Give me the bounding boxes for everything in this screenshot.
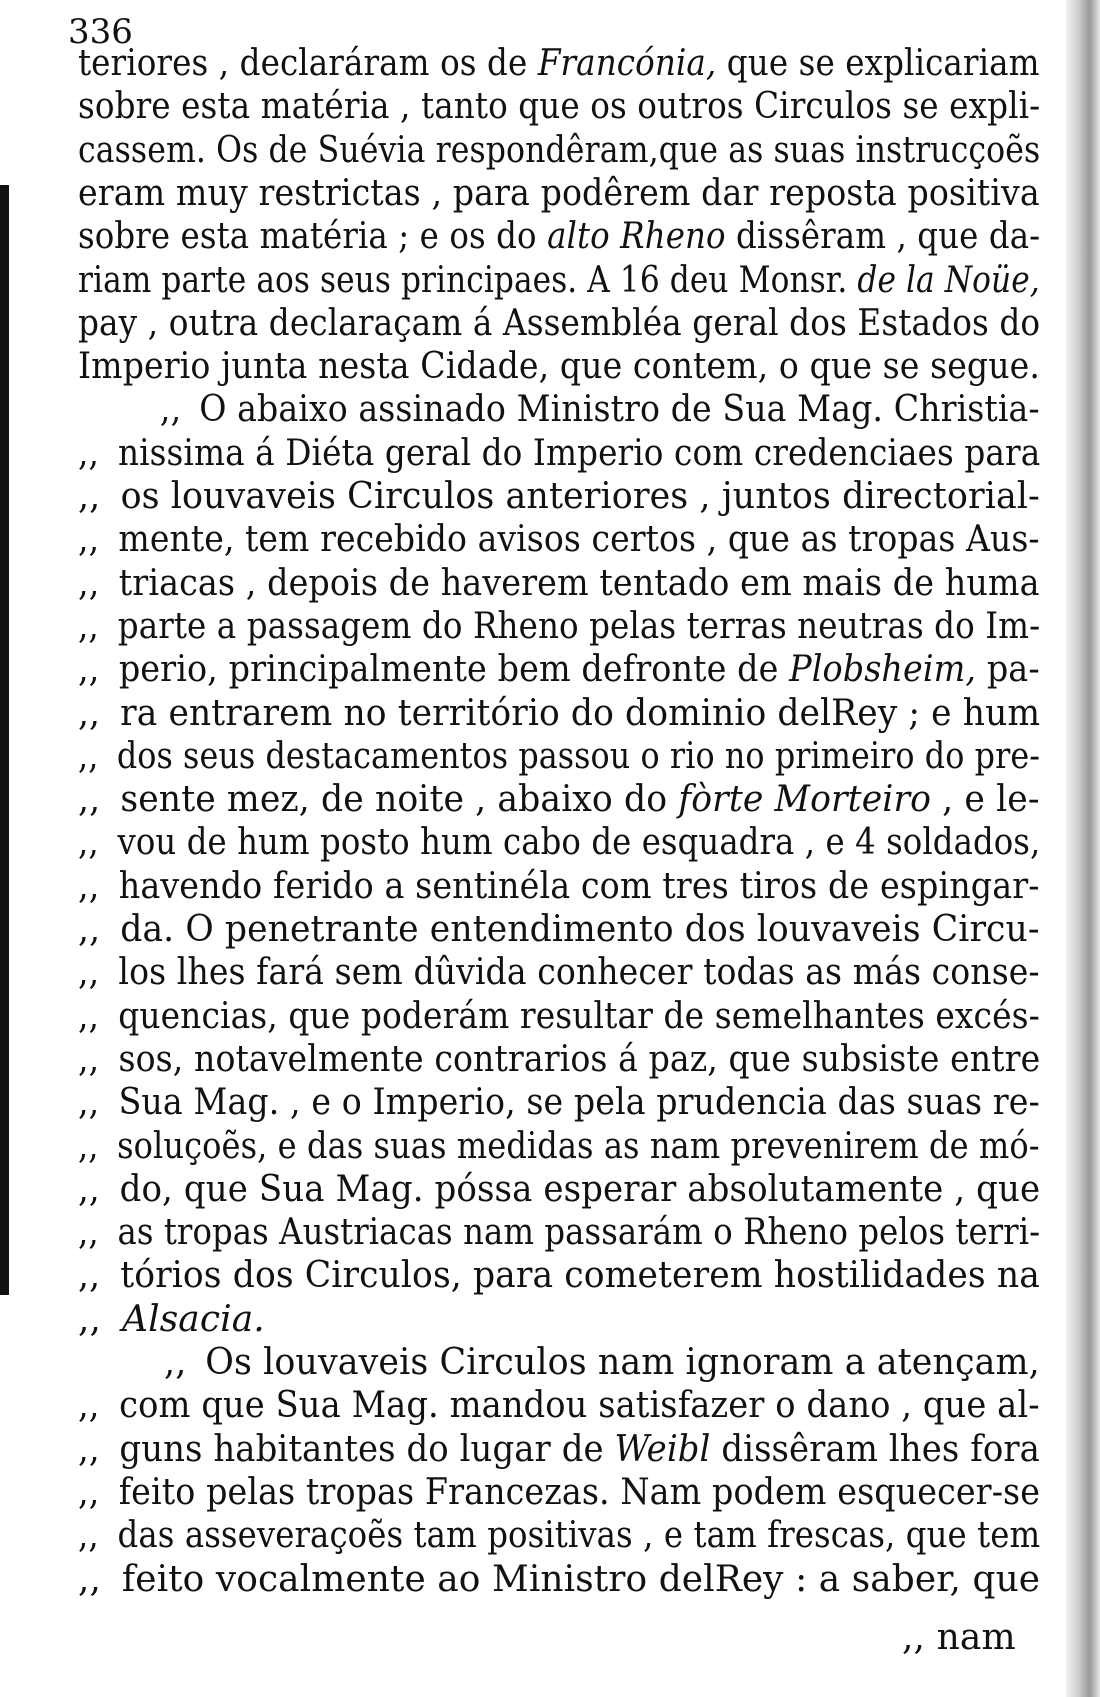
text-segment: feito pelas tropas Francezas. Nam podem esquecer-se <box>118 1471 1041 1513</box>
text-line <box>78 1471 1041 1513</box>
text-line <box>78 649 1040 691</box>
text-line <box>78 1255 1040 1297</box>
text-segment: , e le- <box>931 779 1040 821</box>
text-segment: nissima á Diéta geral do Imperio com credenciaes para <box>117 432 1041 474</box>
text-line <box>78 216 1041 258</box>
text-line <box>78 1038 1041 1080</box>
text-segment: triacas , depois de haverem tentado em mais de huma <box>118 562 1040 604</box>
text-line <box>78 43 1040 84</box>
quote-marker: ,, <box>78 1471 100 1513</box>
text-line <box>78 779 1040 821</box>
text-line <box>78 389 1040 431</box>
text-segment: sobre esta matéria ; e os do <box>78 216 548 258</box>
text-segment: sobre esta matéria , tanto que os outros Circulos se expli- <box>78 86 1041 128</box>
quote-marker: ,, <box>78 1082 100 1124</box>
italic-text: Francónia, <box>537 43 717 84</box>
text-segment: O abaixo assinado Ministro de Sua Mag. Christia- <box>188 389 1040 431</box>
quote-marker: ,, <box>78 1038 100 1080</box>
text-line <box>78 865 1040 907</box>
page-number: 336 <box>68 12 133 52</box>
text-segment: pay , outra declaraçam á Assembléa geral dos Estados do <box>78 302 1041 344</box>
text-segment: havendo ferido a sentinéla com tres tiros de espingar- <box>118 865 1040 907</box>
quote-marker: ,, <box>78 995 100 1037</box>
text-line <box>78 172 1040 214</box>
text-segment: da. O penetrante entendimento dos louvaveis Circu- <box>120 909 1040 950</box>
text-line <box>78 822 1041 864</box>
text-line <box>78 952 1040 994</box>
quote-marker: ,, <box>78 1255 101 1297</box>
italic-text: alto Rheno <box>547 216 726 258</box>
quote-marker: ,, <box>78 562 100 604</box>
text-line <box>78 129 1041 171</box>
text-segment: mente, tem recebido avisos certos , que as tropas Aus- <box>118 519 1040 561</box>
text-segment: das asseveraçoẽs tam positivas , e tam frescas, que tem <box>117 1515 1041 1557</box>
text-segment: parte a passagem do Rheno pelas terras neutras do Im- <box>117 605 1041 647</box>
quote-marker: ,, <box>78 1212 99 1254</box>
quote-marker: ,, <box>78 909 101 950</box>
quote-marker: ,, <box>78 1558 102 1600</box>
text-segment: Sua Mag. , e o Imperio, se pela prudencia das suas re- <box>118 1082 1040 1124</box>
text-line <box>78 1385 1040 1427</box>
text-segment: vou de hum posto hum cabo de esquadra , e 4 soldados, <box>117 822 1041 864</box>
quote-marker: ,, <box>78 735 99 777</box>
text-segment: sente mez, de noite , abaixo do <box>120 779 679 821</box>
quote-marker: ,, <box>78 432 99 474</box>
binding-edge <box>0 185 9 1295</box>
text-segment: que se explicariam <box>716 43 1040 84</box>
text-line <box>78 1342 1040 1383</box>
text-line <box>78 605 1041 647</box>
text-segment: feito vocalmente ao Ministro delRey : a saber, que <box>121 1558 1041 1600</box>
italic-text: de la Noüe, <box>857 259 1040 301</box>
text-segment: los lhes fará sem dûvida conhecer todas as más conse- <box>118 952 1040 994</box>
text-segment: as tropas Austriacas nam passarám o Rheno pelos terri- <box>117 1212 1041 1254</box>
text-segment: ra entrarem no território do dominio delRey ; e hum <box>120 692 1041 734</box>
quote-marker: ,, <box>78 1168 100 1210</box>
text-segment: Os louvaveis Circulos nam ignoram a atençam, <box>194 1342 1040 1383</box>
text-segment: pa- <box>976 649 1040 691</box>
text-segment: soluçoẽs, e das suas medidas as nam prevenirem de mó- <box>117 1125 1040 1167</box>
text-segment: riam parte aos seus principaes. A 16 deu Monsr. <box>78 259 858 301</box>
text-segment: Imperio junta nesta Cidade, que contem, o que se segue. <box>78 346 1040 388</box>
text-line <box>78 432 1041 474</box>
text-segment: cassem. Os de Suévia respondêram,que as suas instrucçoẽs <box>78 129 1041 171</box>
text-line <box>78 1082 1040 1124</box>
text-segment: dos seus destacamentos passou o rio no primeiro do pre- <box>116 735 1041 777</box>
text-line <box>78 692 1041 734</box>
text-line <box>78 1515 1041 1557</box>
text-line <box>78 1300 1040 1340</box>
text-line <box>78 1428 1040 1470</box>
text-line <box>78 735 1041 777</box>
text-line <box>78 562 1040 604</box>
quote-marker: ,, <box>78 519 100 561</box>
text-line <box>78 1212 1041 1254</box>
text-line <box>78 1558 1041 1600</box>
text-line <box>78 86 1041 128</box>
quote-marker: ,, <box>78 779 101 821</box>
quote-marker: ,, <box>78 692 101 734</box>
text-line <box>78 1125 1040 1167</box>
text-line <box>78 909 1040 950</box>
page-edge-shadow <box>1066 0 1100 1697</box>
text-line <box>78 1168 1041 1210</box>
quote-marker: ,, <box>78 476 101 517</box>
quote-marker: ,, <box>78 865 100 907</box>
quote-marker: ,, <box>78 822 99 864</box>
text-segment: sos, notavelmente contrarios á paz, que subsiste entre <box>118 1038 1041 1080</box>
italic-text: Alsacia. <box>122 1298 265 1340</box>
quote-marker: ,, <box>78 1515 99 1557</box>
text-segment: guns habitantes do lugar de <box>119 1428 615 1470</box>
quote-marker: ,, <box>164 1342 187 1383</box>
quote-marker: ,, <box>78 1298 102 1340</box>
quote-marker: ,, <box>78 1385 100 1427</box>
quote-marker: ,, <box>78 1125 99 1167</box>
quote-marker: ,, <box>159 389 182 431</box>
text-segment: tórios dos Circulos, para cometerem hostilidades na <box>120 1255 1040 1297</box>
text-segment: teriores , declaráram os de <box>78 43 538 84</box>
text-segment: do, que Sua Mag. póssa esperar absolutamente , que <box>119 1168 1041 1210</box>
text-line <box>78 302 1041 344</box>
quote-marker: ,, <box>78 649 100 691</box>
text-segment: com que Sua Mag. mandou satisfazer o dano , que al- <box>119 1385 1040 1427</box>
text-segment: dissêram lhes fora <box>710 1428 1040 1470</box>
text-segment: quencias, que poderám resultar de semelhantes excés- <box>118 995 1040 1037</box>
text-segment: dissêram , que da- <box>725 216 1041 258</box>
text-segment: eram muy restrictas , para podêrem dar reposta positiva <box>78 172 1040 214</box>
italic-text: Plobsheim, <box>789 649 977 691</box>
text-line <box>78 995 1040 1037</box>
text-segment: os louvaveis Circulos anteriores , juntos directorial- <box>120 476 1040 517</box>
text-line <box>78 346 1040 388</box>
text-line <box>78 519 1040 561</box>
catchword: ,, nam <box>902 1617 1016 1658</box>
quote-marker: ,, <box>78 605 99 647</box>
italic-text: Weibl <box>614 1428 711 1470</box>
text-line <box>78 476 1040 517</box>
quote-marker: ,, <box>78 1428 100 1470</box>
quote-marker: ,, <box>78 952 100 994</box>
text-segment: perio, principalmente bem defronte de <box>118 649 790 691</box>
text-line <box>78 259 1040 301</box>
italic-text: fòrte Morteiro <box>678 779 932 821</box>
